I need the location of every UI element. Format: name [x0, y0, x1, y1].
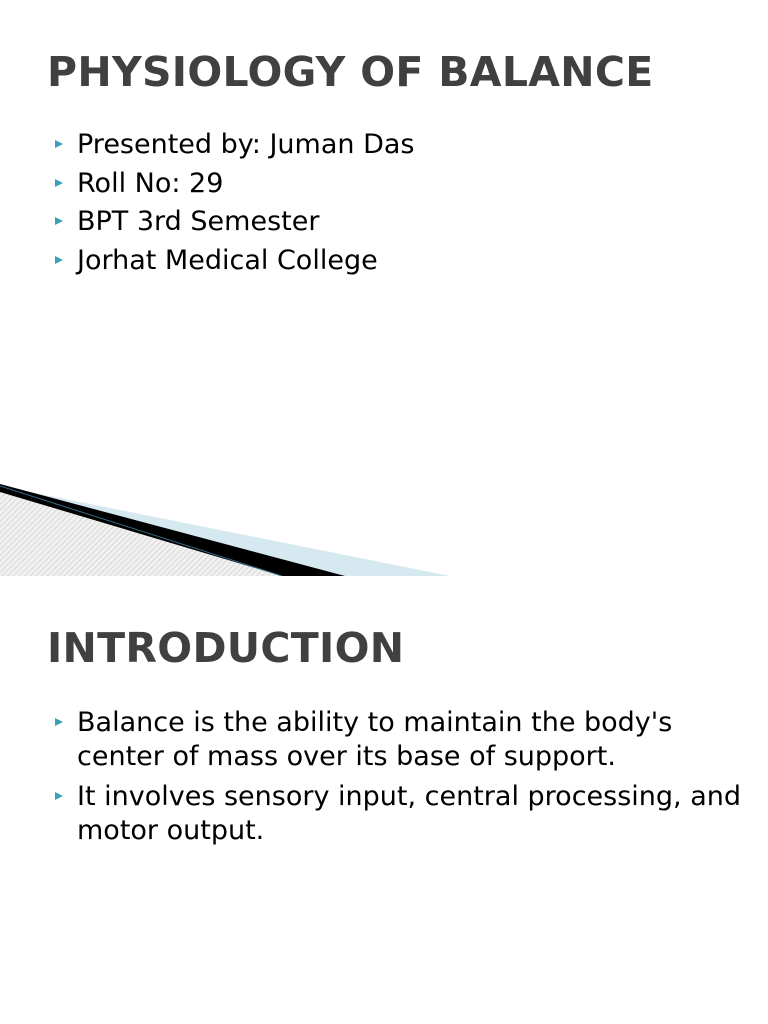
bullet-item	[55, 706, 745, 774]
bullet-item	[55, 128, 745, 162]
bullet-text: BPT 3rd Semester	[77, 206, 320, 237]
bullet-text: Jorhat Medical College	[77, 244, 378, 276]
bullet-text: Balance is the ability to maintain the body's center of mass over its base of support.	[77, 707, 673, 772]
bullet-item	[55, 167, 745, 201]
bullet-item	[55, 244, 745, 278]
bullet-triangle-icon	[55, 179, 63, 187]
bullet-text: It involves sensory input, central processing, and motor output.	[77, 781, 741, 846]
bullet-text: Roll No: 29	[77, 167, 224, 199]
bullet-triangle-icon	[55, 140, 63, 148]
bullet-triangle-icon	[55, 256, 63, 264]
bullet-triangle-icon	[55, 792, 63, 800]
bullet-triangle-icon	[55, 718, 63, 726]
slide-title: INTRODUCTION	[47, 624, 405, 672]
bullet-item	[55, 780, 745, 848]
bullet-list	[55, 128, 745, 282]
slide-2	[0, 576, 768, 1024]
title-slide-decoration	[0, 470, 768, 576]
bullet-text: Presented by: Juman Das	[77, 129, 415, 160]
slide-title: PHYSIOLOGY OF BALANCE	[47, 48, 654, 96]
bullet-list	[55, 706, 745, 854]
bullet-item	[55, 205, 745, 239]
bullet-triangle-icon	[55, 217, 63, 225]
